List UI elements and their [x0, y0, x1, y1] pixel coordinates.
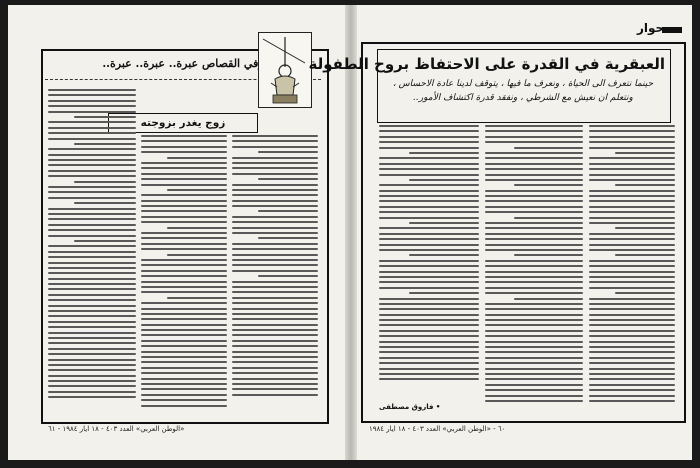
article-column-1: [589, 125, 675, 417]
text-column-2: [141, 135, 227, 417]
illustration-cartoon: [258, 32, 312, 108]
article-headline: العبقرية في القدرة على الاحتفاظ بروح الطفولة: [308, 55, 665, 73]
article-standfirst: حينما نتعرف الى الحياة ، ونعرف ما فيها ، يتوقف لدينا عادة الاحساس ، ونتعلم ان نعيش مع الشرطي ، ونفقد قدرة اكتشاف الأمور..: [392, 79, 654, 103]
kicker-headline: وفي القصاص عبرة.. عبرة.. عبرة..: [102, 57, 264, 70]
article-column-3: [379, 125, 479, 397]
article-column-2: [485, 125, 583, 417]
magazine-spread: [8, 5, 692, 460]
right-page-folio: ٦٠ - «الوطن العربي» العدد ٤٠٣ - ١٨ ايار ١٩٨٤: [369, 425, 506, 433]
section-marker: [662, 27, 682, 33]
text-column-3: [48, 89, 136, 417]
left-page: [8, 5, 345, 460]
right-page: [308, 5, 692, 460]
text-column-1: [232, 135, 318, 417]
section-label: حوار: [637, 21, 665, 35]
left-page-folio: «الوطن العربي» العدد ٤٠٣ - ١٨ ايار ١٩٨٤ - ٦١: [48, 425, 185, 433]
story-title: زوج يغدر بزوجته: [108, 113, 258, 133]
article-author: • فاروق مصطفى: [379, 403, 441, 411]
